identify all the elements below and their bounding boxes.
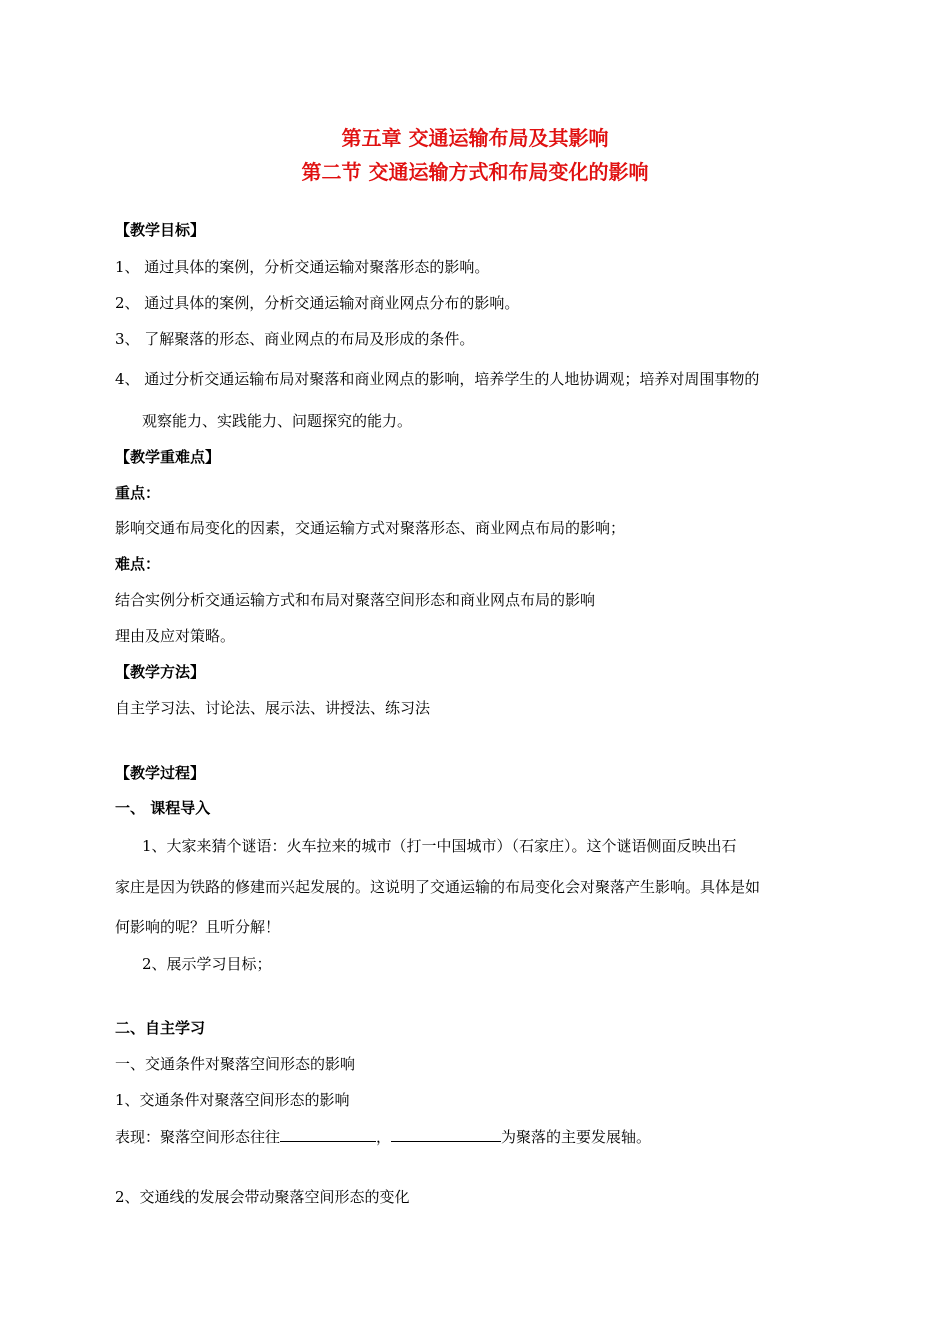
performance-separator: ， [376, 1128, 392, 1146]
subsection-1-2: 2、交通线的发展会带动聚落空间形态的变化 [115, 1188, 410, 1206]
objective-item-4: 4、 通过分析交通运输布局对聚落和商业网点的影响，培养学生的人地协调观；培养对周围事物的 [115, 370, 760, 388]
subsection-1: 一、交通条件对聚落空间形态的影响 [115, 1055, 356, 1073]
performance-prefix: 表现：聚落空间形态往往 [115, 1128, 281, 1146]
key-points-heading: 【教学重难点】 [115, 448, 221, 466]
intro-paragraph-line-1: 1、大家来猜个谜语：火车拉来的城市（打一中国城市）（石家庄）。这个谜语侧面反映出石 [142, 837, 737, 855]
chapter-title: 第五章 交通运输布局及其影响 [341, 126, 609, 150]
difficult-text-1: 结合实例分析交通运输方式和布局对聚落空间形态和商业网点布局的影响 [115, 591, 596, 609]
intro-paragraph-line-2: 家庄是因为铁路的修建而兴起发展的。这说明了交通运输的布局变化会对聚落产生影响。具体是如 [115, 878, 761, 896]
objective-item-1: 1、 通过具体的案例，分析交通运输对聚落形态的影响。 [115, 258, 490, 276]
methods-heading: 【教学方法】 [115, 663, 206, 681]
process-heading: 【教学过程】 [115, 764, 206, 782]
intro-paragraph-2: 2、展示学习目标； [142, 955, 272, 973]
section-title: 第二节 交通运输方式和布局变化的影响 [301, 160, 649, 184]
difficult-label: 难点： [115, 555, 161, 573]
objectives-heading: 【教学目标】 [115, 221, 206, 239]
difficult-text-2: 理由及应对策略。 [115, 627, 236, 645]
self-study-heading: 二、自主学习 [115, 1019, 206, 1037]
performance-line [115, 1126, 651, 1147]
objective-item-2: 2、 通过具体的案例，分析交通运输对商业网点分布的影响。 [115, 294, 520, 312]
fill-blank-1[interactable] [280, 1126, 376, 1142]
performance-suffix: 为聚落的主要发展轴。 [501, 1128, 652, 1146]
subsection-1-1: 1、交通条件对聚落空间形态的影响 [115, 1091, 350, 1109]
intro-paragraph-line-3: 何影响的呢？且听分解！ [115, 918, 281, 936]
objective-item-3: 3、 了解聚落的形态、商业网点的布局及形成的条件。 [115, 330, 475, 348]
methods-text: 自主学习法、讨论法、展示法、讲授法、练习法 [115, 699, 431, 717]
objective-item-4-cont: 观察能力、实践能力、问题探究的能力。 [142, 412, 413, 430]
key-text: 影响交通布局变化的因素，交通运输方式对聚落形态、商业网点布局的影响； [115, 519, 626, 537]
fill-blank-2[interactable] [391, 1126, 501, 1142]
intro-heading: 一、 课程导入 [115, 799, 211, 817]
key-label: 重点： [115, 484, 161, 502]
